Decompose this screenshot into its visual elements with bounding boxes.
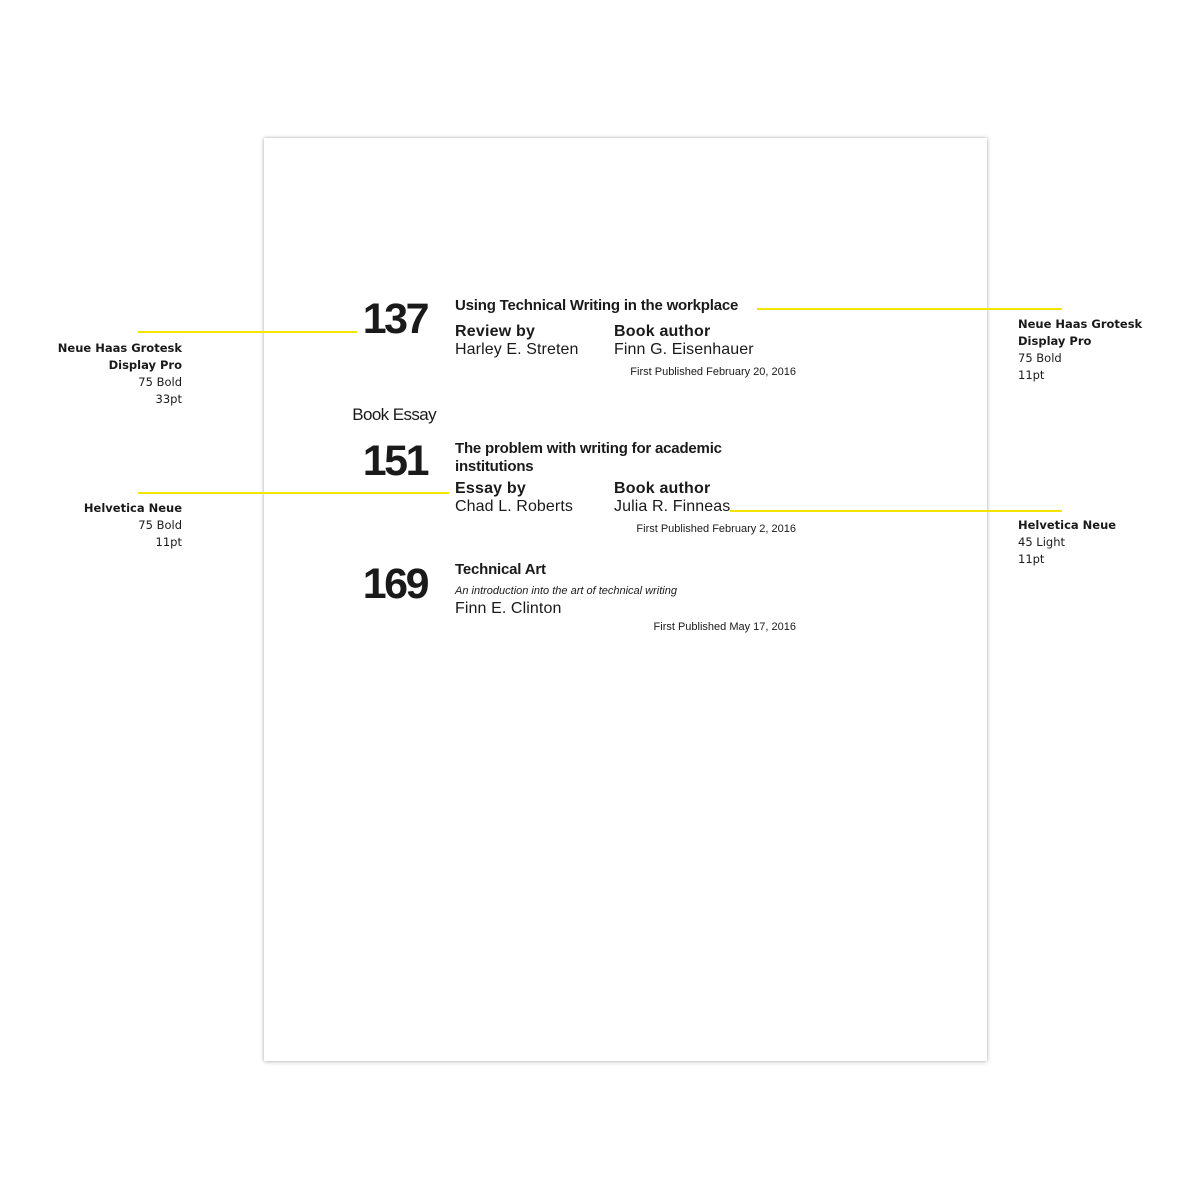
annotation-right-top-weight: 75 Bold	[1018, 351, 1062, 365]
entry-169-author-name: Finn E. Clinton	[455, 600, 562, 617]
entry-137-page-number: 137	[362, 295, 427, 343]
entry-169-title: Technical Art	[455, 561, 546, 578]
entry-151-essayist-name: Chad L. Roberts	[455, 498, 574, 515]
annotation-left-top-size: 33pt	[155, 392, 182, 406]
entry-137-author-label: Book author	[614, 323, 711, 340]
leader-line-right-bottom	[730, 510, 1062, 512]
section-heading-book-essay: Book Essay	[352, 405, 436, 424]
entry-151-published-date: First Published February 2, 2016	[636, 523, 796, 535]
leader-line-left-bottom	[138, 492, 449, 494]
annotation-right-bottom-font: Helvetica Neue	[1018, 518, 1117, 532]
entry-137-title: Using Technical Writing in the workplace	[455, 297, 739, 314]
annotation-left-top	[0, 340, 182, 408]
entry-169-published-date: First Published May 17, 2016	[653, 621, 796, 633]
annotation-left-bottom-size: 11pt	[155, 535, 182, 549]
annotation-right-top-size: 11pt	[1018, 368, 1045, 382]
entry-151-title-line1: The problem with writing for academic	[455, 440, 722, 457]
annotation-right-top-font-cont: Display Pro	[1018, 334, 1092, 348]
entry-151-author-name: Julia R. Finneas	[614, 498, 731, 515]
annotation-right-bottom-weight: 45 Light	[1018, 535, 1065, 549]
entry-169-page-number: 169	[362, 560, 427, 608]
entry-137-reviewer-name: Harley E. Streten	[455, 341, 579, 358]
annotation-right-top	[1018, 316, 1142, 384]
annotation-right-bottom-size: 11pt	[1018, 552, 1045, 566]
entry-137-reviewer-label: Review by	[455, 323, 536, 340]
entry-151-author-label: Book author	[614, 480, 711, 497]
annotation-right-bottom	[1018, 517, 1116, 568]
annotation-left-top-font-cont: Display Pro	[108, 358, 182, 372]
annotation-left-bottom	[0, 500, 182, 551]
entry-137-published-date: First Published February 20, 2016	[630, 366, 796, 378]
annotation-left-top-font: Neue Haas Grotesk	[57, 341, 182, 355]
leader-line-left-top	[138, 331, 357, 333]
annotation-left-top-weight: 75 Bold	[138, 375, 182, 389]
entry-151-essayist-label: Essay by	[455, 480, 526, 497]
entry-151-page-number: 151	[362, 437, 427, 485]
annotation-left-bottom-weight: 75 Bold	[138, 518, 182, 532]
annotation-right-top-font: Neue Haas Grotesk	[1018, 317, 1143, 331]
leader-line-right-top	[757, 308, 1062, 310]
entry-137-author-name: Finn G. Eisenhauer	[614, 341, 754, 358]
annotation-left-bottom-font: Helvetica Neue	[83, 501, 182, 515]
entry-169-subtitle: An introduction into the art of technical writing	[455, 585, 677, 597]
entry-151-title-line2: institutions	[455, 458, 534, 475]
